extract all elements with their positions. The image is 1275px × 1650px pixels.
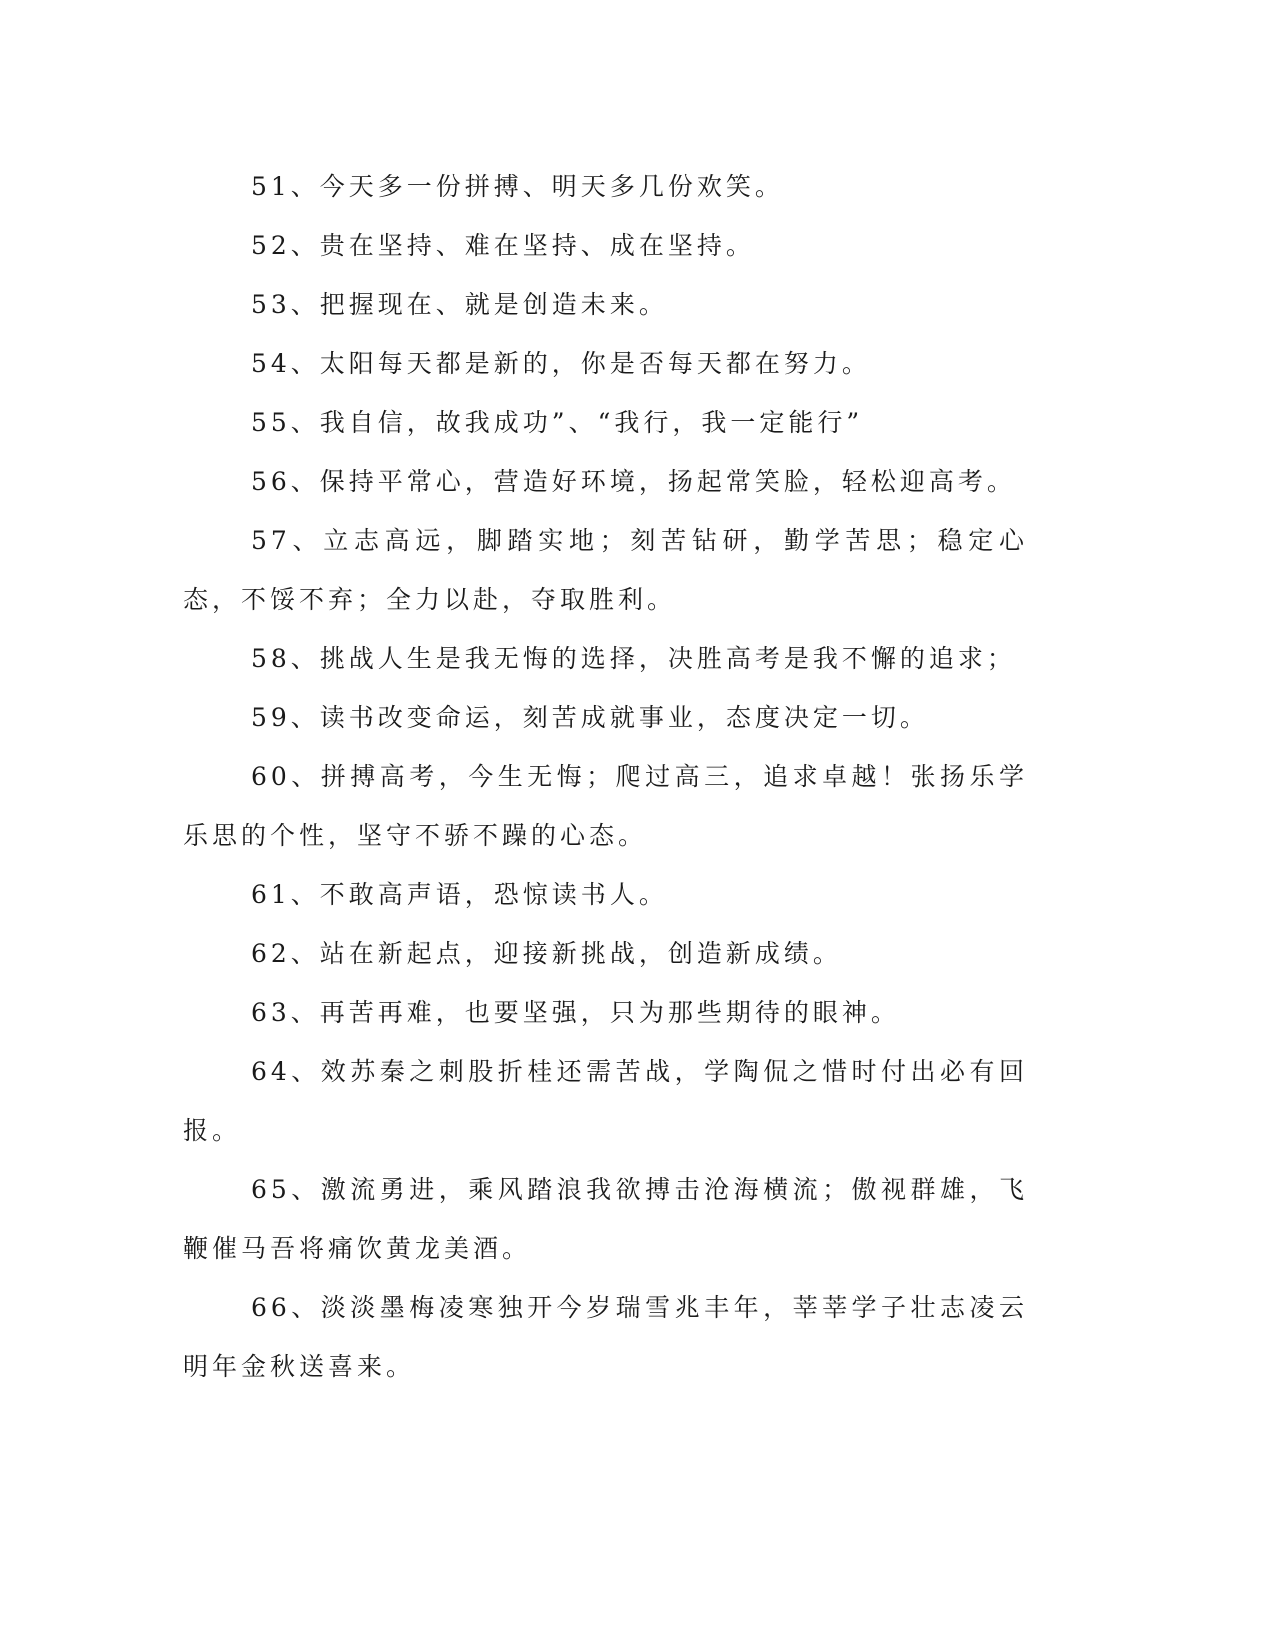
paragraph-66: 66、淡淡墨梅凌寒独开今岁瑞雪兆丰年，莘莘学子壮志凌云明年金秋送喜来。 [183,1293,1028,1381]
paragraph-60: 60、拼搏高考，今生无悔；爬过高三，追求卓越！张扬乐学乐思的个性，坚守不骄不躁的心态。 [183,762,1028,850]
paragraph-61: 61、不敢高声语，恐惊读书人。 [251,880,668,909]
document-body [183,157,1028,1396]
paragraph-52: 52、贵在坚持、难在坚持、成在坚持。 [251,231,755,260]
paragraph-64: 64、效苏秦之刺股折桂还需苦战，学陶侃之惜时付出必有回报。 [183,1057,1028,1145]
paragraph-57: 57、立志高远，脚踏实地；刻苦钻研，勤学苦思；稳定心态，不馁不弃；全力以赴，夺取胜利。 [183,526,1028,614]
paragraph-58: 58、挑战人生是我无悔的选择，决胜高考是我不懈的追求； [251,644,1016,673]
paragraph-51: 51、今天多一份拼搏、明天多几份欢笑。 [251,172,784,201]
paragraph-53: 53、把握现在、就是创造未来。 [251,290,668,319]
paragraph-55: 55、我自信，故我成功”、“我行，我一定能行” [251,408,864,437]
paragraph-56: 56、保持平常心，营造好环境，扬起常笑脸，轻松迎高考。 [251,467,1016,496]
paragraph-65: 65、激流勇进，乘风踏浪我欲搏击沧海横流；傲视群雄，飞鞭催马吾将痛饮黄龙美酒。 [183,1175,1028,1263]
paragraph-62: 62、站在新起点，迎接新挑战，创造新成绩。 [251,939,842,968]
paragraph-59: 59、读书改变命运，刻苦成就事业，态度决定一切。 [251,703,929,732]
paragraph-54: 54、太阳每天都是新的，你是否每天都在努力。 [251,349,871,378]
paragraph-63: 63、再苦再难，也要坚强，只为那些期待的眼神。 [251,998,900,1027]
